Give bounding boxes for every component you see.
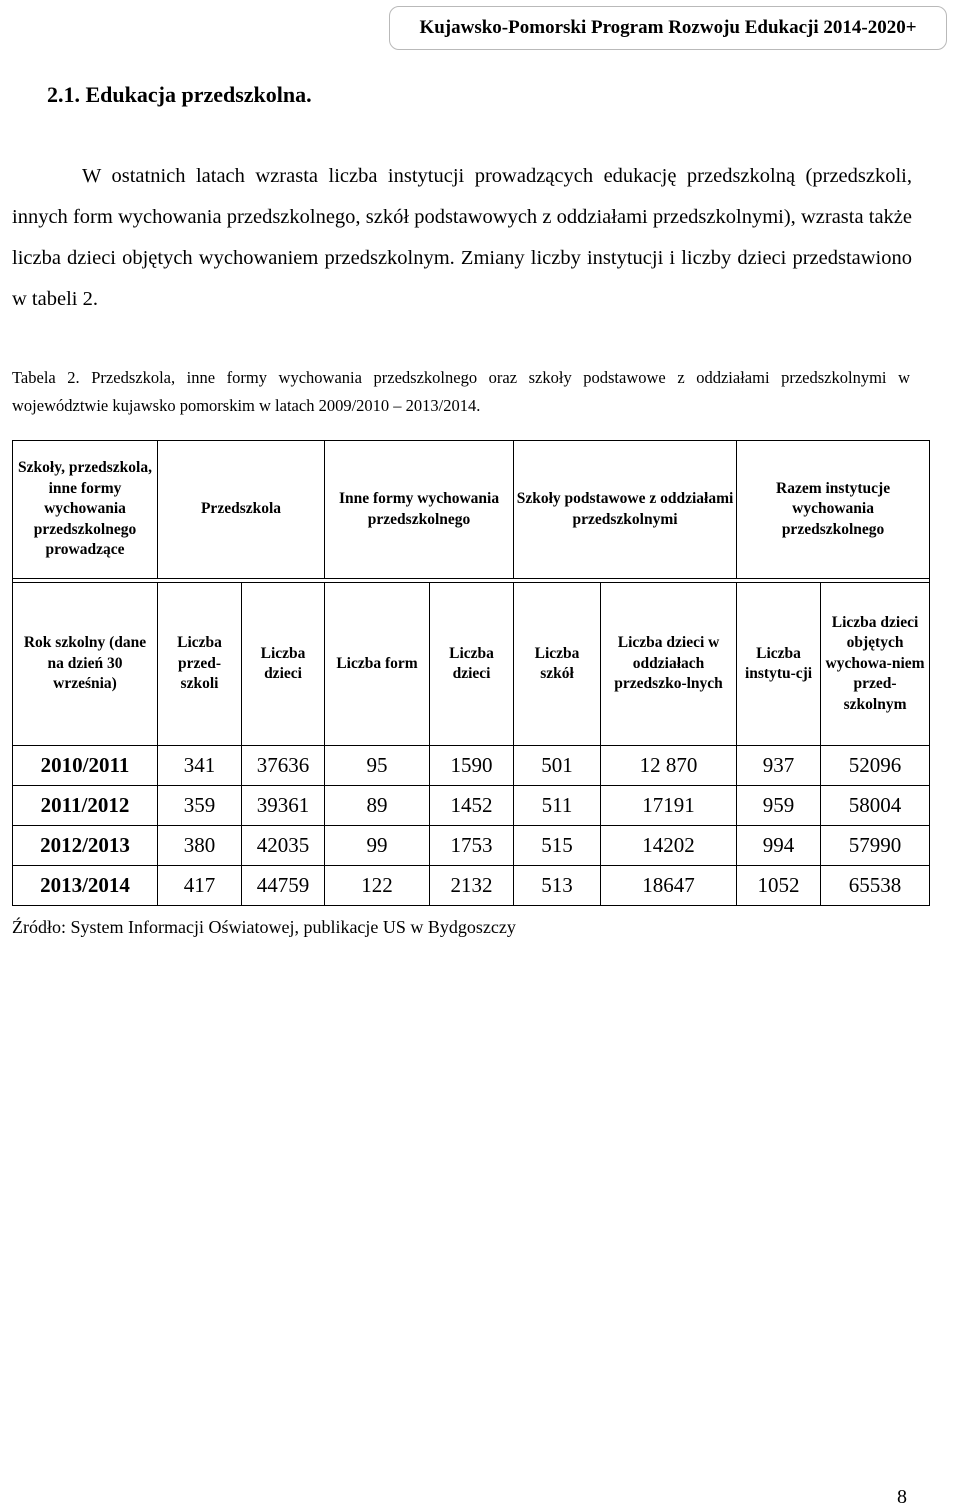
table-row: [13, 746, 930, 786]
table-cell: 994: [737, 826, 821, 866]
table-row: [13, 866, 930, 906]
table-cell: 44759: [242, 866, 325, 906]
column-header-row: [13, 583, 930, 746]
table-cell: 57990: [821, 826, 930, 866]
table-row: [13, 786, 930, 826]
intro-paragraph: W ostatnich latach wzrasta liczba instytucji prowadzących edukację przedszkolną (przedszkoli, innych form wychowania przedszkolnego, szkół podstawowych z oddziałami przedszkolnymi), wzrasta także liczba dzieci objętych wychowaniem przedszkolnym. Zmiany liczby instytucji i liczby dzieci przedstawiono w tabeli 2.: [12, 165, 912, 310]
table-cell: 359: [158, 786, 242, 826]
table-cell: 65538: [821, 866, 930, 906]
table-cell: 99: [325, 826, 430, 866]
group-header-cell: Szkoły podstawowe z oddziałami przedszkolnymi: [514, 441, 737, 579]
year-cell: 2010/2011: [13, 746, 158, 786]
table-caption: Tabela 2. Przedszkola, inne formy wychowania przedszkolnego oraz szkoły podstawowe z oddziałami przedszkolnymi w województwie kujawsko pomorskim w latach 2009/2010 – 2013/2014.: [12, 368, 910, 415]
column-header: Liczba form: [325, 583, 430, 746]
group-header-cell: Przedszkola: [158, 441, 325, 579]
table-cell: 12 870: [601, 746, 737, 786]
year-cell: 2013/2014: [13, 866, 158, 906]
preschool-table: [12, 440, 930, 906]
table-cell: 511: [514, 786, 601, 826]
table-cell: 341: [158, 746, 242, 786]
group-header-cell: Szkoły, przedszkola, inne formy wychowania przedszkolnego prowadzące: [13, 441, 158, 579]
column-header: Liczba przed-szkoli: [158, 583, 242, 746]
table-cell: 1052: [737, 866, 821, 906]
year-cell: 2011/2012: [13, 786, 158, 826]
table-cell: 515: [514, 826, 601, 866]
column-header: Liczba dzieci w oddziałach przedszko-lnych: [601, 583, 737, 746]
table-cell: 52096: [821, 746, 930, 786]
column-header: Liczba dzieci objętych wychowa-niem przed-szkolnym: [821, 583, 930, 746]
table-source-note: Źródło: System Informacji Oświatowej, publikacje US w Bydgoszczy: [12, 917, 516, 937]
table-cell: 380: [158, 826, 242, 866]
table-cell: 2132: [430, 866, 514, 906]
section-title: 2.1. Edukacja przedszkolna.: [47, 82, 312, 107]
column-header: Rok szkolny (dane na dzień 30 września): [13, 583, 158, 746]
table-cell: 122: [325, 866, 430, 906]
table-cell: 1452: [430, 786, 514, 826]
table-cell: 937: [737, 746, 821, 786]
table-cell: 501: [514, 746, 601, 786]
column-header: Liczba dzieci: [242, 583, 325, 746]
column-header: Liczba szkół: [514, 583, 601, 746]
group-header-row: [13, 441, 930, 579]
table-cell: 17191: [601, 786, 737, 826]
table-cell: 58004: [821, 786, 930, 826]
table-cell: 959: [737, 786, 821, 826]
table-cell: 89: [325, 786, 430, 826]
table-cell: 42035: [242, 826, 325, 866]
table-row: [13, 826, 930, 866]
table-cell: 37636: [242, 746, 325, 786]
table-cell: 1753: [430, 826, 514, 866]
column-header: Liczba dzieci: [430, 583, 514, 746]
table-cell: 417: [158, 866, 242, 906]
table-cell: 95: [325, 746, 430, 786]
column-header: Liczba instytu-cji: [737, 583, 821, 746]
document-header: Kujawsko-Pomorski Program Rozwoju Edukacji 2014-2020+: [389, 6, 947, 50]
table-cell: 513: [514, 866, 601, 906]
table-cell: 1590: [430, 746, 514, 786]
table-cell: 14202: [601, 826, 737, 866]
group-header-cell: Razem instytucje wychowania przedszkolnego: [737, 441, 930, 579]
table-cell: 18647: [601, 866, 737, 906]
year-cell: 2012/2013: [13, 826, 158, 866]
table-cell: 39361: [242, 786, 325, 826]
group-header-cell: Inne formy wychowania przedszkolnego: [325, 441, 514, 579]
page-number: 8: [897, 1486, 907, 1508]
